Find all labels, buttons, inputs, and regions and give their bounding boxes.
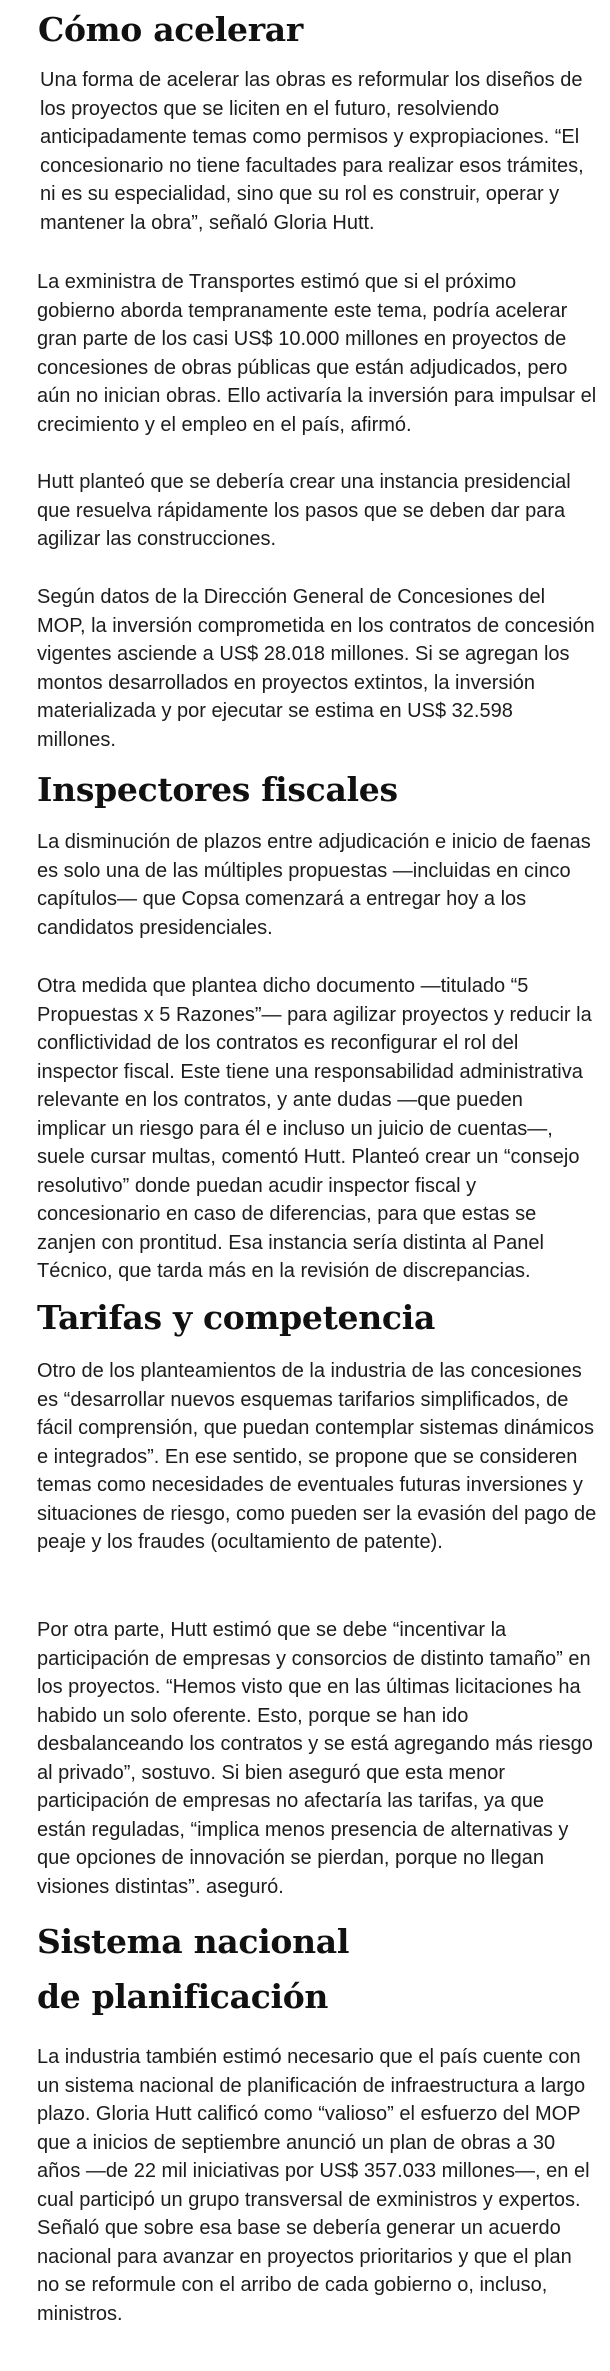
paragraph: Según datos de la Dirección General de Concesiones del MOP, la inversión comprometida en los contratos de concesión vigentes asciende a US$ 28.018 millones. Si se agregan los montos desarrollados en proyectos extintos, la inversión materializada y por ejecutar se estima en US$ 32.598 millones. <box>37 586 595 751</box>
paragraph: Otra medida que plantea dicho documento —titulado “5 Propuestas x 5 Razones”— para agilizar proyectos y reducir la conflictividad de los contratos es reconfigurar el rol del inspector fiscal. Este tiene una responsabilidad administrativa relevante en los contratos, y ante dudas —que pueden implicar un riesgo para él e incluso un juicio de cuentas—, suele cursar multas, comentó Hutt. Planteó crear un “consejo resolutivo” donde puedan acudir inspector fiscal y concesionario en caso de diferencias, para que estas se zanjen con prontitud. Esa instancia sería distinta al Panel Técnico, que tarda más en la revisión de discrepancias. <box>37 975 592 1282</box>
section-heading-sistema-nacional-line1: Sistema nacional <box>37 1922 350 1961</box>
paragraph: Por otra parte, Hutt estimó que se debe “incentivar la participación de empresas y consorcios de distinto tamaño” en los proyectos. “Hemos visto que en las últimas licitaciones ha habido un solo oferente. Esto, porque se han ido desbalanceando los contratos y se está agregando más riesgo al privado”, sostuvo. Si bien aseguró que esta menor participación de empresas no afectaría las tarifas, ya que están reguladas, “implica menos presencia de alternativas y que opciones de innovación se pierdan, porque no llegan visiones distintas”. aseguró. <box>37 1619 593 1898</box>
paragraph: La industria también estimó necesario que el país cuente con un sistema nacional de planificación de infraestructura a largo plazo. Gloria Hutt calificó como “valioso” el esfuerzo del MOP que a inicios de septiembre anunció un plan de obras a 30 años —de 22 mil iniciativas por US$ 357.033 millones—, en el cual participó un grupo transversal de exministros y expertos. Señaló que sobre esa base se debería generar un acuerdo nacional para avanzar en proyectos prioritarios y que el plan no se reformule con el arribo de cada gobierno o, incluso, ministros. <box>37 2046 590 2325</box>
section-heading-tarifas-y-competencia: Tarifas y competencia <box>37 1298 436 1337</box>
section-heading-sistema-nacional-line2: de planificación <box>37 1977 329 2016</box>
section-heading-inspectores-fiscales: Inspectores fiscales <box>37 770 398 809</box>
paragraph: Una forma de acelerar las obras es reformular los diseños de los proyectos que se liciten en el futuro, resolviendo anticipadamente temas como permisos y expropiaciones. “El concesionario no tiene facultades para realizar esos trámites, ni es su especialidad, sino que su rol es construir, operar y mantener la obra”, señaló Gloria Hutt. <box>40 69 584 234</box>
paragraph: La exministra de Transportes estimó que si el próximo gobierno aborda tempranamente este tema, podría acelerar gran parte de los casi US$ 10.000 millones en proyectos de concesiones de obras públicas que están adjudicados, pero aún no inician obras. Ello activaría la inversión para impulsar el crecimiento y el empleo en el país, afirmó. <box>37 271 597 436</box>
section-heading-como-acelerar: Cómo acelerar <box>38 10 303 49</box>
paragraph: La disminución de plazos entre adjudicación e inicio de faenas es solo una de las múltiples propuestas —incluidas en cinco capítulos— que Copsa comenzará a entregar hoy a los candidatos presidenciales. <box>37 831 591 939</box>
paragraph: Hutt planteó que se debería crear una instancia presidencial que resuelva rápidamente los pasos que se deben dar para agilizar las construcciones. <box>37 471 571 550</box>
paragraph: Otro de los planteamientos de la industria de las concesiones es “desarrollar nuevos esquemas tarifarios simplificados, de fácil comprensión, que puedan contemplar sistemas dinámicos e integrados”. En ese sentido, se propone que se consideren temas como necesidades de eventuales futuras inversiones y situaciones de riesgo, como pueden ser la evasión del pago de peaje y los fraudes (ocultamiento de patente). <box>37 1360 597 1553</box>
